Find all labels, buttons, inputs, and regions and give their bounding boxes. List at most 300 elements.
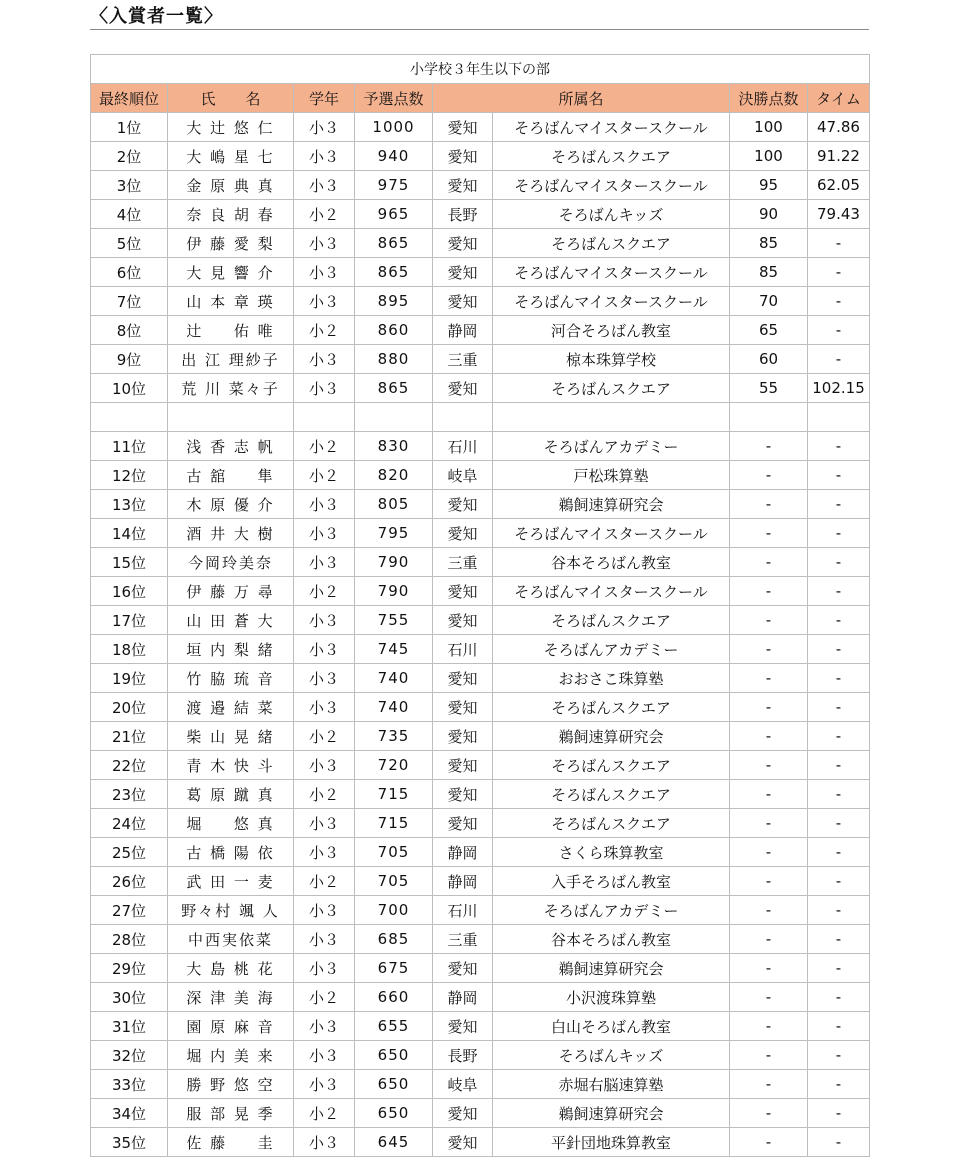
prefecture-cell: 愛知 — [433, 664, 493, 693]
final-score-cell: - — [730, 432, 808, 461]
final-score-cell: - — [730, 577, 808, 606]
final-score-cell: - — [730, 838, 808, 867]
name-cell: 渡 邉 結 菜 — [168, 693, 294, 722]
time-cell: - — [808, 954, 870, 983]
prelim-score-cell: 795 — [355, 519, 433, 548]
rank-cell: 29位 — [91, 954, 168, 983]
table-row — [91, 896, 870, 925]
time-cell: - — [808, 258, 870, 287]
prefecture-cell: 三重 — [433, 345, 493, 374]
prefecture-cell: 愛知 — [433, 113, 493, 142]
table-header-row — [91, 84, 870, 113]
grade-cell: 小３ — [294, 606, 355, 635]
affiliation-cell: 入手そろばん教室 — [493, 867, 730, 896]
final-score-cell: 90 — [730, 200, 808, 229]
table-row — [91, 751, 870, 780]
table-row — [91, 316, 870, 345]
affiliation-cell: 平針団地珠算教室 — [493, 1128, 730, 1157]
final-score-cell: 100 — [730, 142, 808, 171]
affiliation-cell: 河合そろばん教室 — [493, 316, 730, 345]
name-cell: 大 見 響 介 — [168, 258, 294, 287]
time-cell: 62.05 — [808, 171, 870, 200]
name-cell: 奈 良 胡 春 — [168, 200, 294, 229]
table-row — [91, 867, 870, 896]
affiliation-cell: そろばんスクエア — [493, 606, 730, 635]
table-row — [91, 954, 870, 983]
prefecture-cell: 愛知 — [433, 171, 493, 200]
rank-cell: 3位 — [91, 171, 168, 200]
name-cell: 大 辻 悠 仁 — [168, 113, 294, 142]
prelim-score-cell: 790 — [355, 577, 433, 606]
prelim-score-cell: 675 — [355, 954, 433, 983]
table-row — [91, 664, 870, 693]
time-cell: - — [808, 1070, 870, 1099]
rank-cell: 33位 — [91, 1070, 168, 1099]
name-cell: 葛 原 蹴 真 — [168, 780, 294, 809]
final-score-cell: 65 — [730, 316, 808, 345]
prelim-score-cell: 755 — [355, 606, 433, 635]
time-cell: - — [808, 548, 870, 577]
affiliation-cell: 鵜飼速算研究会 — [493, 490, 730, 519]
prelim-score-cell: 735 — [355, 722, 433, 751]
grade-cell: 小３ — [294, 664, 355, 693]
affiliation-cell: 鵜飼速算研究会 — [493, 954, 730, 983]
separator-cell — [91, 403, 168, 432]
prefecture-cell: 愛知 — [433, 722, 493, 751]
section-title: 小学校３年生以下の部 — [91, 55, 870, 84]
final-score-cell: - — [730, 693, 808, 722]
grade-cell: 小２ — [294, 780, 355, 809]
time-cell: - — [808, 229, 870, 258]
table-row — [91, 635, 870, 664]
rank-cell: 13位 — [91, 490, 168, 519]
rank-cell: 25位 — [91, 838, 168, 867]
rank-cell: 20位 — [91, 693, 168, 722]
prefecture-cell: 愛知 — [433, 780, 493, 809]
rank-cell: 34位 — [91, 1099, 168, 1128]
final-score-cell: 85 — [730, 229, 808, 258]
rank-cell: 16位 — [91, 577, 168, 606]
affiliation-cell: 鵜飼速算研究会 — [493, 722, 730, 751]
rank-cell: 2位 — [91, 142, 168, 171]
affiliation-cell: そろばんスクエア — [493, 809, 730, 838]
time-cell: - — [808, 896, 870, 925]
prelim-score-cell: 805 — [355, 490, 433, 519]
final-score-cell: - — [730, 954, 808, 983]
final-score-cell: - — [730, 751, 808, 780]
final-score-cell: - — [730, 1070, 808, 1099]
final-score-cell: - — [730, 461, 808, 490]
grade-cell: 小２ — [294, 577, 355, 606]
final-score-cell: - — [730, 1041, 808, 1070]
time-cell: - — [808, 780, 870, 809]
name-cell: 青 木 快 斗 — [168, 751, 294, 780]
name-cell: 武 田 一 麦 — [168, 867, 294, 896]
affiliation-cell: 鵜飼速算研究会 — [493, 1099, 730, 1128]
separator-cell — [433, 403, 493, 432]
time-cell: 102.15 — [808, 374, 870, 403]
final-score-cell: - — [730, 1099, 808, 1128]
grade-cell: 小２ — [294, 1099, 355, 1128]
affiliation-cell: 赤堀右脳速算塾 — [493, 1070, 730, 1099]
affiliation-cell: そろばんスクエア — [493, 693, 730, 722]
final-score-cell: - — [730, 867, 808, 896]
time-cell: - — [808, 925, 870, 954]
table-row — [91, 722, 870, 751]
table-row — [91, 983, 870, 1012]
section-row — [91, 55, 870, 84]
prefecture-cell: 静岡 — [433, 983, 493, 1012]
grade-cell: 小２ — [294, 722, 355, 751]
name-cell: 伊 藤 愛 梨 — [168, 229, 294, 258]
name-cell: 堀 悠 真 — [168, 809, 294, 838]
prelim-score-cell: 965 — [355, 200, 433, 229]
final-score-cell: 85 — [730, 258, 808, 287]
affiliation-cell: そろばんマイスタースクール — [493, 258, 730, 287]
prefecture-cell: 愛知 — [433, 142, 493, 171]
prelim-score-cell: 860 — [355, 316, 433, 345]
header-final-score: 決勝点数 — [730, 84, 808, 113]
grade-cell: 小３ — [294, 809, 355, 838]
prefecture-cell: 愛知 — [433, 809, 493, 838]
prelim-score-cell: 895 — [355, 287, 433, 316]
table-row — [91, 1128, 870, 1157]
table-row — [91, 171, 870, 200]
name-cell: 今岡玲美奈 — [168, 548, 294, 577]
time-cell: - — [808, 577, 870, 606]
prefecture-cell: 岐阜 — [433, 1070, 493, 1099]
grade-cell: 小２ — [294, 867, 355, 896]
table-row — [91, 113, 870, 142]
header-affiliation: 所属名 — [433, 84, 730, 113]
affiliation-cell: そろばんマイスタースクール — [493, 577, 730, 606]
affiliation-cell: そろばんスクエア — [493, 229, 730, 258]
prelim-score-cell: 715 — [355, 809, 433, 838]
name-cell: 大 嶋 星 七 — [168, 142, 294, 171]
grade-cell: 小３ — [294, 1128, 355, 1157]
prefecture-cell: 岐阜 — [433, 461, 493, 490]
rank-cell: 10位 — [91, 374, 168, 403]
table-row — [91, 490, 870, 519]
prefecture-cell: 石川 — [433, 432, 493, 461]
table-row — [91, 693, 870, 722]
table-row — [91, 606, 870, 635]
affiliation-cell: 椋本珠算学校 — [493, 345, 730, 374]
time-cell: - — [808, 751, 870, 780]
header-rank: 最終順位 — [91, 84, 168, 113]
time-cell: - — [808, 316, 870, 345]
affiliation-cell: そろばんキッズ — [493, 200, 730, 229]
final-score-cell: 95 — [730, 171, 808, 200]
prelim-score-cell: 740 — [355, 664, 433, 693]
time-cell: 79.43 — [808, 200, 870, 229]
prelim-score-cell: 705 — [355, 838, 433, 867]
prefecture-cell: 三重 — [433, 548, 493, 577]
rank-cell: 6位 — [91, 258, 168, 287]
prelim-score-cell: 790 — [355, 548, 433, 577]
rank-cell: 17位 — [91, 606, 168, 635]
rank-cell: 35位 — [91, 1128, 168, 1157]
final-score-cell: - — [730, 635, 808, 664]
prelim-score-cell: 830 — [355, 432, 433, 461]
time-cell: - — [808, 1128, 870, 1157]
name-cell: 野々村 颯 人 — [168, 896, 294, 925]
name-cell: 山 田 蒼 大 — [168, 606, 294, 635]
name-cell: 垣 内 梨 緒 — [168, 635, 294, 664]
time-cell: - — [808, 1099, 870, 1128]
grade-cell: 小３ — [294, 548, 355, 577]
rank-cell: 9位 — [91, 345, 168, 374]
grade-cell: 小２ — [294, 316, 355, 345]
final-score-cell: - — [730, 1012, 808, 1041]
separator-cell — [808, 403, 870, 432]
rank-cell: 19位 — [91, 664, 168, 693]
grade-cell: 小３ — [294, 635, 355, 664]
prefecture-cell: 愛知 — [433, 606, 493, 635]
name-cell: 大 島 桃 花 — [168, 954, 294, 983]
rank-cell: 12位 — [91, 461, 168, 490]
name-cell: 辻 佑 唯 — [168, 316, 294, 345]
affiliation-cell: そろばんアカデミー — [493, 432, 730, 461]
prelim-score-cell: 820 — [355, 461, 433, 490]
prefecture-cell: 長野 — [433, 1041, 493, 1070]
separator-cell — [730, 403, 808, 432]
grade-cell: 小３ — [294, 287, 355, 316]
prefecture-cell: 愛知 — [433, 1012, 493, 1041]
affiliation-cell: そろばんマイスタースクール — [493, 287, 730, 316]
time-cell: - — [808, 1012, 870, 1041]
rank-cell: 8位 — [91, 316, 168, 345]
prefecture-cell: 愛知 — [433, 1099, 493, 1128]
rank-cell: 21位 — [91, 722, 168, 751]
table-row — [91, 1070, 870, 1099]
prefecture-cell: 静岡 — [433, 316, 493, 345]
affiliation-cell: そろばんアカデミー — [493, 896, 730, 925]
time-cell: - — [808, 693, 870, 722]
table-row — [91, 548, 870, 577]
affiliation-cell: そろばんキッズ — [493, 1041, 730, 1070]
grade-cell: 小２ — [294, 983, 355, 1012]
affiliation-cell: そろばんスクエア — [493, 142, 730, 171]
rank-cell: 11位 — [91, 432, 168, 461]
name-cell: 勝 野 悠 空 — [168, 1070, 294, 1099]
grade-cell: 小３ — [294, 229, 355, 258]
final-score-cell: - — [730, 722, 808, 751]
affiliation-cell: 谷本そろばん教室 — [493, 925, 730, 954]
grade-cell: 小３ — [294, 519, 355, 548]
final-score-cell: 100 — [730, 113, 808, 142]
table-row — [91, 1041, 870, 1070]
name-cell: 深 津 美 海 — [168, 983, 294, 1012]
time-cell: - — [808, 606, 870, 635]
time-cell: - — [808, 461, 870, 490]
table-row — [91, 1099, 870, 1128]
affiliation-cell: そろばんマイスタースクール — [493, 113, 730, 142]
prelim-score-cell: 705 — [355, 867, 433, 896]
final-score-cell: - — [730, 1128, 808, 1157]
name-cell: 古 橋 陽 依 — [168, 838, 294, 867]
name-cell: 山 本 章 瑛 — [168, 287, 294, 316]
separator-cell — [294, 403, 355, 432]
grade-cell: 小３ — [294, 751, 355, 780]
final-score-cell: - — [730, 780, 808, 809]
grade-cell: 小３ — [294, 345, 355, 374]
final-score-cell: - — [730, 983, 808, 1012]
grade-cell: 小３ — [294, 1041, 355, 1070]
affiliation-cell: そろばんスクエア — [493, 751, 730, 780]
affiliation-cell: そろばんマイスタースクール — [493, 171, 730, 200]
separator-cell — [493, 403, 730, 432]
name-cell: 園 原 麻 音 — [168, 1012, 294, 1041]
table-row — [91, 809, 870, 838]
prelim-score-cell: 715 — [355, 780, 433, 809]
time-cell: - — [808, 287, 870, 316]
table-row — [91, 200, 870, 229]
final-score-cell: - — [730, 925, 808, 954]
time-cell: - — [808, 1041, 870, 1070]
grade-cell: 小３ — [294, 896, 355, 925]
time-cell: - — [808, 867, 870, 896]
separator-cell — [168, 403, 294, 432]
rank-cell: 15位 — [91, 548, 168, 577]
name-cell: 中西実依菜 — [168, 925, 294, 954]
table-row — [91, 780, 870, 809]
rank-cell: 4位 — [91, 200, 168, 229]
name-cell: 荒 川 菜々子 — [168, 374, 294, 403]
prelim-score-cell: 645 — [355, 1128, 433, 1157]
affiliation-cell: 小沢渡珠算塾 — [493, 983, 730, 1012]
prefecture-cell: 石川 — [433, 896, 493, 925]
table-row — [91, 461, 870, 490]
affiliation-cell: 戸松珠算塾 — [493, 461, 730, 490]
rank-cell: 18位 — [91, 635, 168, 664]
prefecture-cell: 愛知 — [433, 577, 493, 606]
prefecture-cell: 愛知 — [433, 287, 493, 316]
time-cell: - — [808, 722, 870, 751]
time-cell: - — [808, 635, 870, 664]
prefecture-cell: 三重 — [433, 925, 493, 954]
time-cell: - — [808, 664, 870, 693]
name-cell: 金 原 典 真 — [168, 171, 294, 200]
grade-cell: 小３ — [294, 258, 355, 287]
name-cell: 浅 香 志 帆 — [168, 432, 294, 461]
grade-cell: 小３ — [294, 1012, 355, 1041]
prelim-score-cell: 650 — [355, 1070, 433, 1099]
table-row — [91, 142, 870, 171]
rank-cell: 7位 — [91, 287, 168, 316]
rank-cell: 1位 — [91, 113, 168, 142]
final-score-cell: - — [730, 490, 808, 519]
rank-cell: 14位 — [91, 519, 168, 548]
name-cell: 堀 内 美 来 — [168, 1041, 294, 1070]
time-cell: - — [808, 809, 870, 838]
affiliation-cell: そろばんアカデミー — [493, 635, 730, 664]
table-row — [91, 925, 870, 954]
header-grade: 学年 — [294, 84, 355, 113]
prelim-score-cell: 650 — [355, 1041, 433, 1070]
grade-cell: 小２ — [294, 200, 355, 229]
rank-cell: 32位 — [91, 1041, 168, 1070]
grade-cell: 小３ — [294, 142, 355, 171]
separator-cell — [355, 403, 433, 432]
grade-cell: 小３ — [294, 113, 355, 142]
table-row — [91, 229, 870, 258]
table-row — [91, 432, 870, 461]
affiliation-cell: そろばんマイスタースクール — [493, 519, 730, 548]
rank-cell: 5位 — [91, 229, 168, 258]
prefecture-cell: 愛知 — [433, 751, 493, 780]
name-cell: 竹 脇 琉 音 — [168, 664, 294, 693]
time-cell: - — [808, 838, 870, 867]
prelim-score-cell: 975 — [355, 171, 433, 200]
affiliation-cell: そろばんスクエア — [493, 374, 730, 403]
rank-cell: 30位 — [91, 983, 168, 1012]
affiliation-cell: そろばんスクエア — [493, 780, 730, 809]
header-time: タイム — [808, 84, 870, 113]
prefecture-cell: 愛知 — [433, 1128, 493, 1157]
name-cell: 古 舘 隼 — [168, 461, 294, 490]
prelim-score-cell: 660 — [355, 983, 433, 1012]
grade-cell: 小３ — [294, 171, 355, 200]
page-title: 〈入賞者一覧〉 — [90, 6, 223, 27]
prefecture-cell: 愛知 — [433, 693, 493, 722]
grade-cell: 小３ — [294, 925, 355, 954]
rank-cell: 26位 — [91, 867, 168, 896]
title-divider — [90, 29, 869, 30]
final-score-cell: 70 — [730, 287, 808, 316]
final-score-cell: - — [730, 548, 808, 577]
grade-cell: 小３ — [294, 490, 355, 519]
table-row — [91, 1012, 870, 1041]
rank-cell: 23位 — [91, 780, 168, 809]
prefecture-cell: 石川 — [433, 635, 493, 664]
prefecture-cell: 愛知 — [433, 374, 493, 403]
name-cell: 木 原 優 介 — [168, 490, 294, 519]
table-row — [91, 577, 870, 606]
time-cell: - — [808, 519, 870, 548]
results-table — [90, 54, 870, 1157]
grade-cell: 小３ — [294, 693, 355, 722]
affiliation-cell: 谷本そろばん教室 — [493, 548, 730, 577]
time-cell: - — [808, 490, 870, 519]
prelim-score-cell: 745 — [355, 635, 433, 664]
table-row — [91, 519, 870, 548]
table-row — [91, 258, 870, 287]
final-score-cell: - — [730, 664, 808, 693]
time-cell: - — [808, 345, 870, 374]
name-cell: 出 江 理紗子 — [168, 345, 294, 374]
prelim-score-cell: 700 — [355, 896, 433, 925]
table-row — [91, 345, 870, 374]
table-row — [91, 287, 870, 316]
prefecture-cell: 愛知 — [433, 258, 493, 287]
rank-cell: 31位 — [91, 1012, 168, 1041]
name-cell: 酒 井 大 樹 — [168, 519, 294, 548]
final-score-cell: 55 — [730, 374, 808, 403]
grade-cell: 小２ — [294, 432, 355, 461]
prelim-score-cell: 720 — [355, 751, 433, 780]
grade-cell: 小３ — [294, 954, 355, 983]
prefecture-cell: 長野 — [433, 200, 493, 229]
header-name: 氏 名 — [168, 84, 294, 113]
header-prelim-score: 予選点数 — [355, 84, 433, 113]
prefecture-cell: 愛知 — [433, 519, 493, 548]
prelim-score-cell: 865 — [355, 374, 433, 403]
final-score-cell: - — [730, 896, 808, 925]
affiliation-cell: 白山そろばん教室 — [493, 1012, 730, 1041]
prelim-score-cell: 685 — [355, 925, 433, 954]
time-cell: - — [808, 432, 870, 461]
